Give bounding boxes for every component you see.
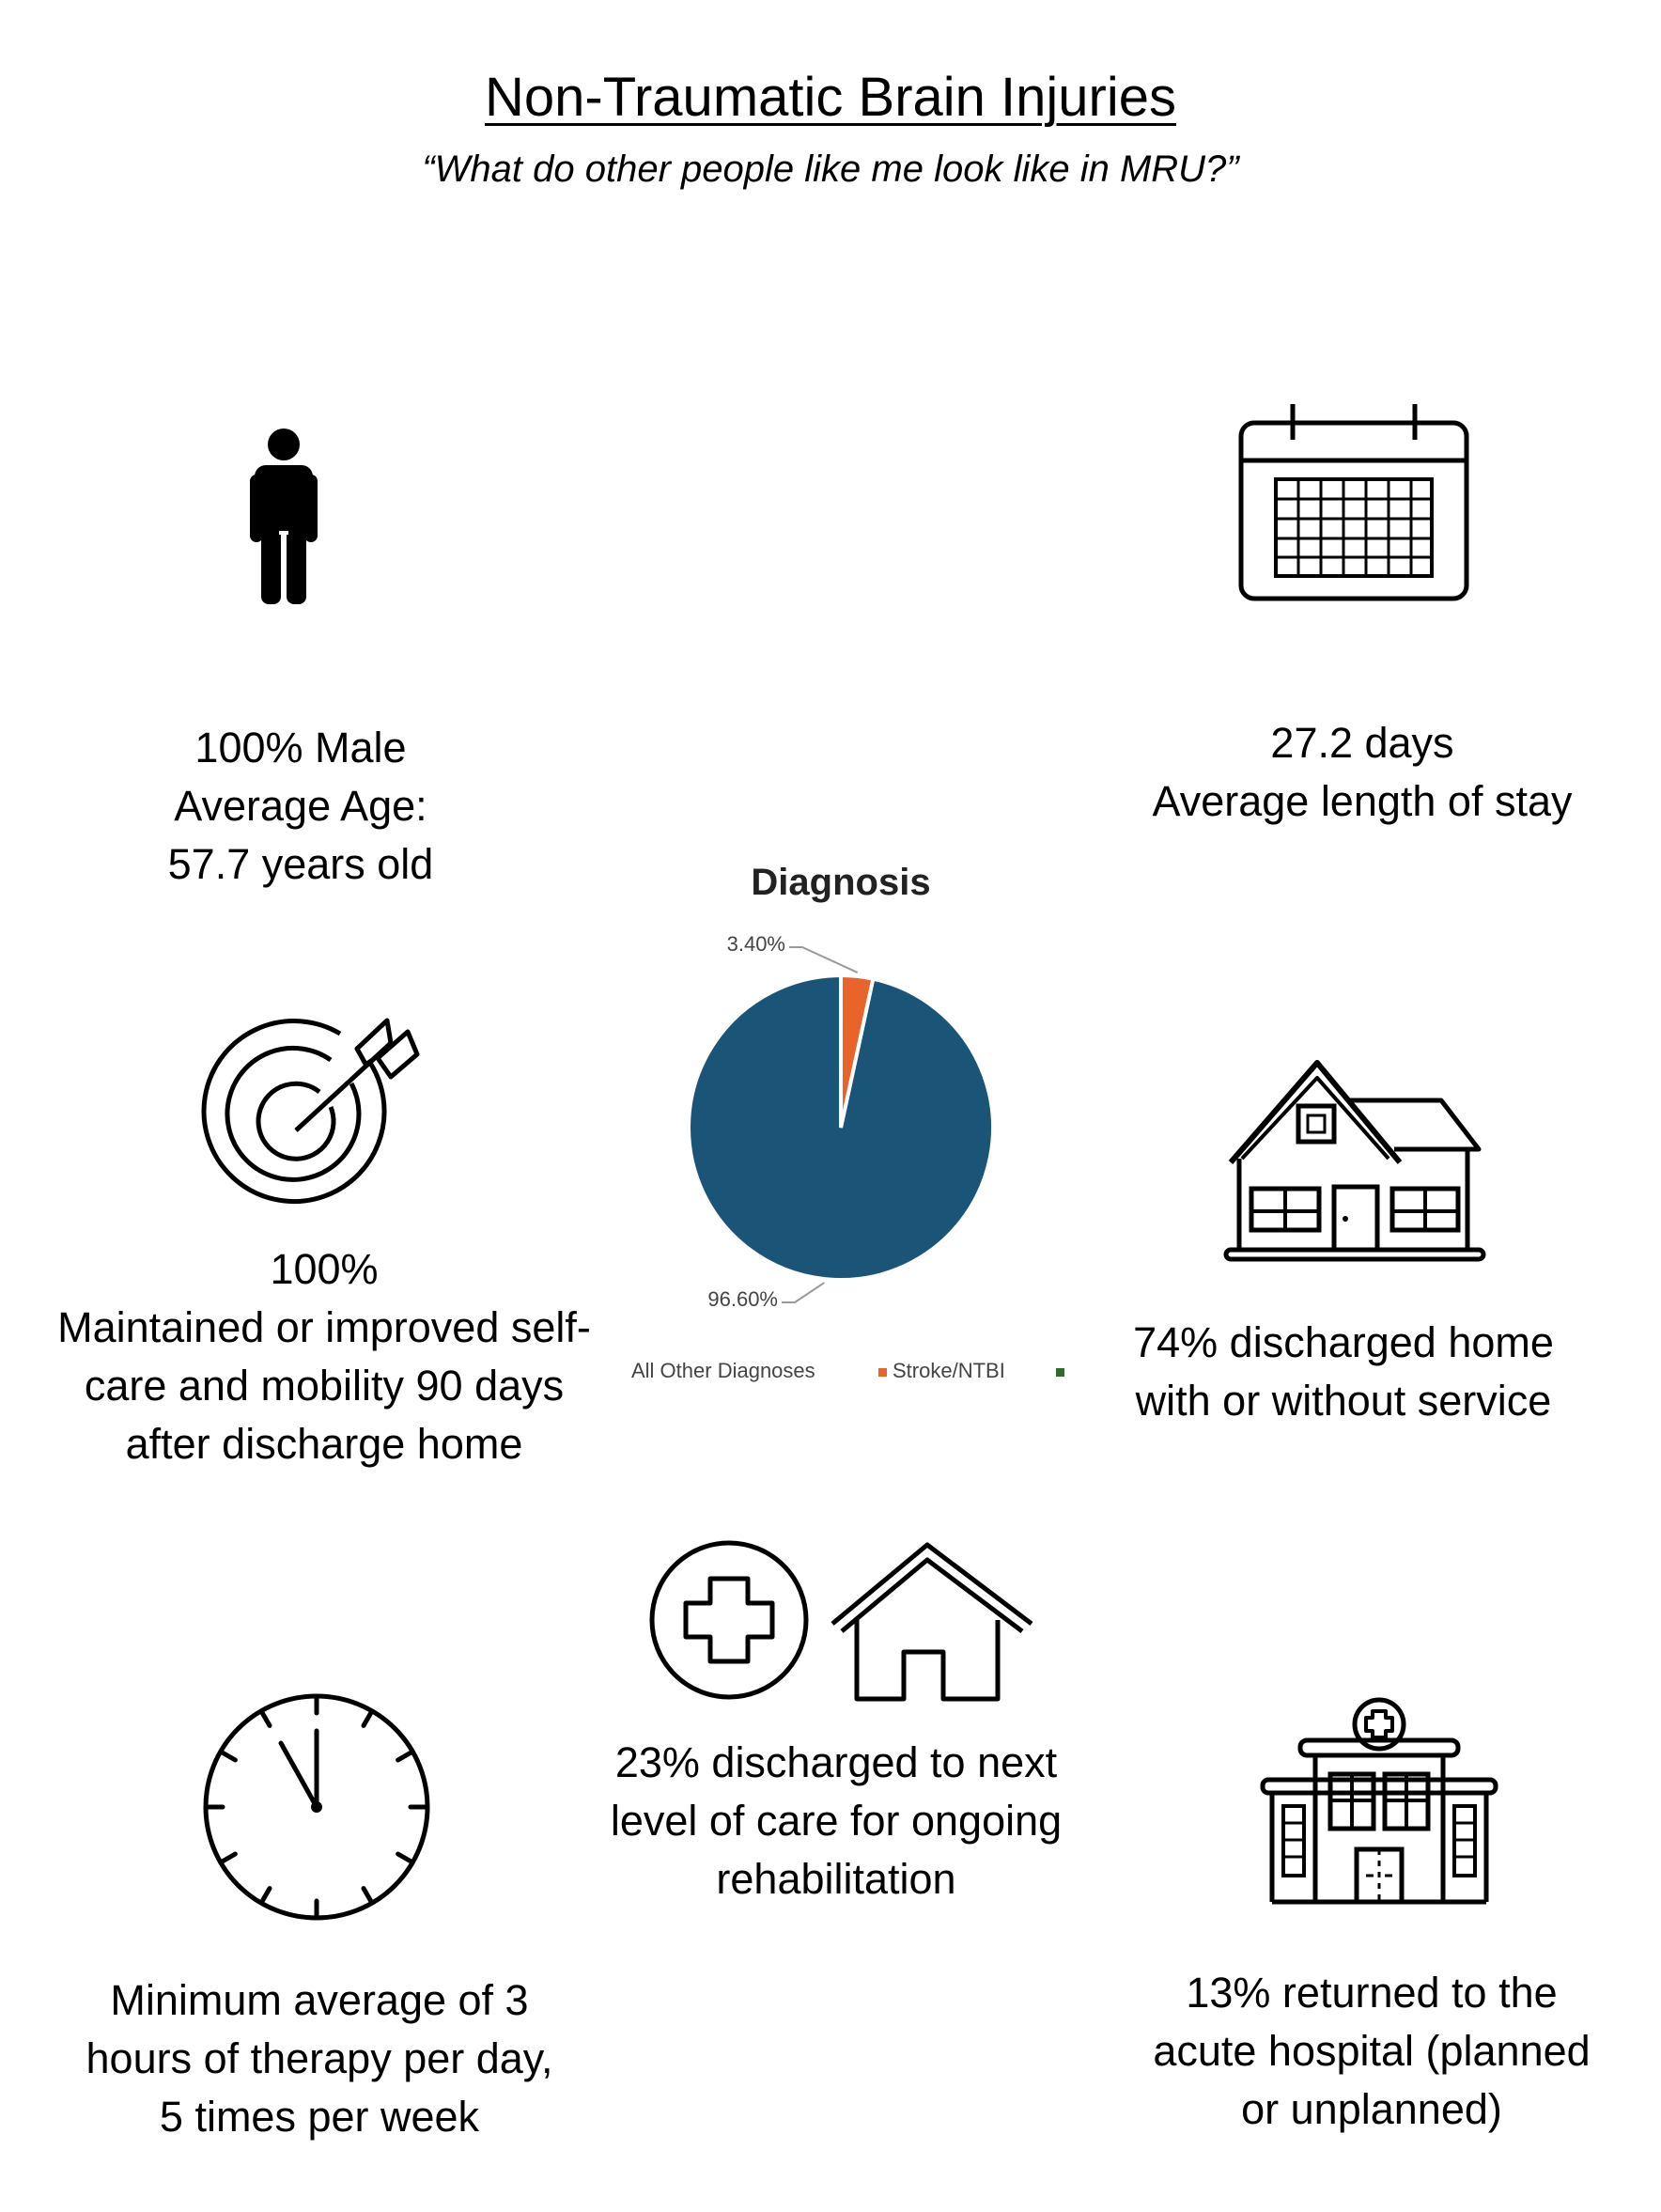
house-icon — [1223, 1057, 1486, 1266]
clock-tick — [398, 1753, 411, 1761]
legend-swatch — [878, 1368, 887, 1377]
discharged-home-stat — [1090, 1314, 1597, 1430]
clock-tick — [364, 1889, 371, 1901]
chart-title: Diagnosis — [751, 862, 931, 903]
leader-line — [789, 947, 858, 973]
stat-line: 57.7 years old — [167, 840, 434, 888]
clock-tick — [364, 1713, 371, 1725]
stat-line: level of care for ongoing — [610, 1797, 1063, 1845]
next-level-care-stat — [582, 1734, 1090, 1908]
leader-line — [782, 1283, 824, 1302]
pie-slices — [689, 975, 993, 1280]
person-icon — [246, 428, 321, 606]
calendar-icon — [1238, 402, 1469, 601]
stat-line: 74% discharged home — [1133, 1318, 1554, 1366]
stat-line: Minimum average of 3 — [110, 1976, 529, 2024]
clock-tick — [263, 1713, 271, 1725]
stat-line: rehabilitation — [716, 1855, 956, 1903]
medical-home-icon — [648, 1539, 1043, 1705]
stat-line: 5 times per week — [159, 2093, 480, 2141]
medical-cross-icon — [652, 1543, 806, 1697]
stat-line: 23% discharged to next — [614, 1738, 1058, 1786]
clock-tick — [223, 1753, 235, 1761]
page-title: Non-Traumatic Brain Injuries — [485, 67, 1176, 128]
stat-line: care and mobility 90 days — [84, 1362, 565, 1410]
stat-line: 100% Male — [194, 724, 407, 771]
clock-tick — [223, 1854, 235, 1862]
chart-legend — [631, 1359, 1064, 1382]
stat-line: with or without service — [1135, 1377, 1552, 1425]
stat-line: Maintained or improved self- — [57, 1303, 591, 1351]
legend-label: All Other Diagnoses — [631, 1359, 815, 1382]
stat-line: or unplanned) — [1241, 2085, 1502, 2133]
stat-line: 27.2 days — [1270, 719, 1454, 767]
stat-line: 100% — [270, 1245, 379, 1293]
stat-line: Average length of stay — [1152, 777, 1573, 825]
legend-label: Stroke/NTBI — [893, 1359, 1005, 1382]
stat-line: hours of therapy per day, — [85, 2034, 553, 2082]
page-subtitle: “What do other people like me look like in MRU?” — [422, 148, 1239, 190]
clock-tick — [263, 1889, 271, 1901]
stat-line: after discharge home — [125, 1420, 523, 1468]
data-label: 96.60% — [707, 1287, 778, 1311]
stat-line: acute hospital (planned — [1153, 2027, 1591, 2075]
home-outline-icon — [832, 1545, 1032, 1699]
therapy-stat — [47, 1971, 592, 2146]
legend-swatch — [1056, 1368, 1064, 1377]
length-of-stay-stat — [1109, 714, 1616, 831]
target-icon — [199, 1004, 421, 1225]
acute-return-stat — [1109, 1964, 1635, 2139]
clock-icon — [201, 1691, 432, 1923]
demographics-stat — [85, 719, 517, 894]
data-label: 3.40% — [726, 932, 785, 956]
hospital-icon — [1259, 1697, 1499, 1909]
diagnosis-pie-chart — [611, 846, 1099, 1382]
stat-line: 13% returned to the — [1186, 1969, 1558, 2017]
stat-line: Average Age: — [174, 782, 427, 830]
self-care-stat — [28, 1240, 620, 1473]
clock-tick — [398, 1854, 411, 1862]
